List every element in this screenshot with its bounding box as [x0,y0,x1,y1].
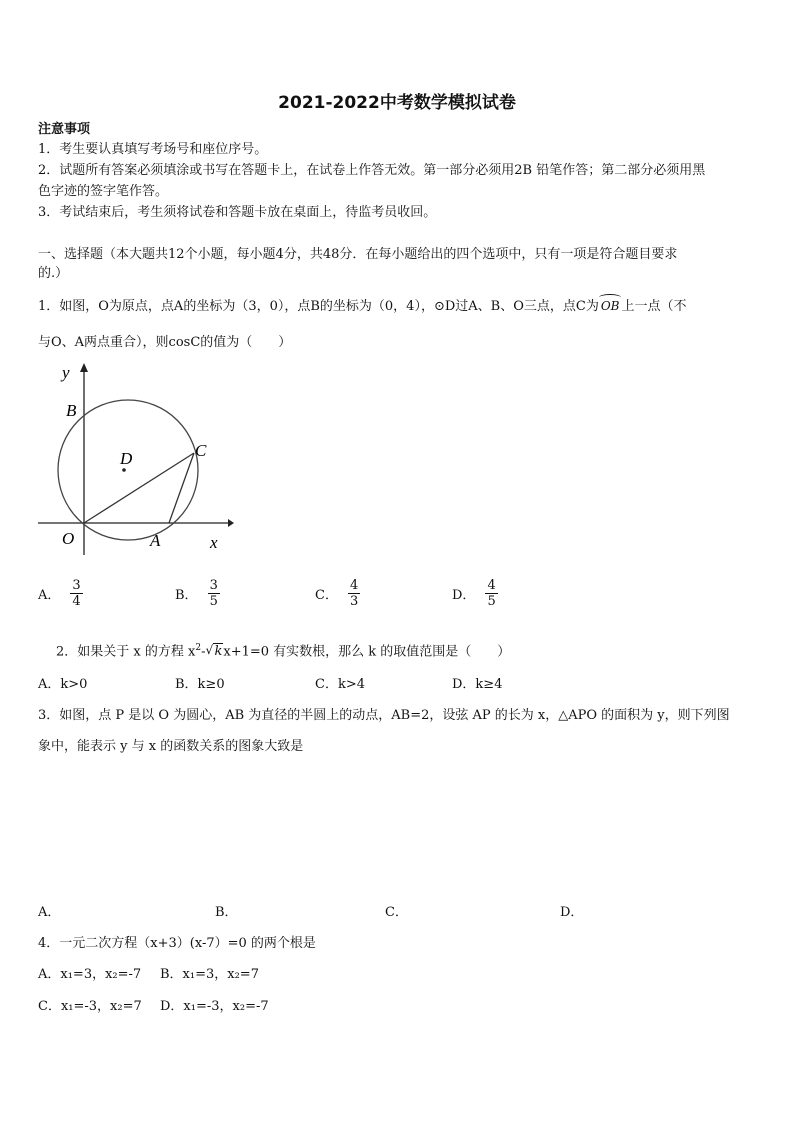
circle-d [58,400,198,540]
q1-stem-cont: 与O、A两点重合），则cosC的值为（ ） [38,335,292,350]
y-axis-arrow-icon [80,363,88,372]
q1-option-a[interactable]: A． $\frac{3}{4}$ [38,578,81,609]
notes-heading: 注意事项 [38,122,91,137]
q3-option-d[interactable]: D． [560,905,584,920]
q3-stem-cont: 象中，能表示 y 与 x 的函数关系的图象大致是 [38,739,304,754]
q4-option-b[interactable]: B．x₁=3，x₂=7 [160,967,259,982]
q3-option-b[interactable]: B． [215,905,238,920]
note-2-cont: 色字迹的签字笔作答。 [38,184,169,199]
q1-option-d[interactable]: D． $\frac{4}{5}$ [452,578,496,609]
q4-option-a[interactable]: A．x₁=3，x₂=-7 [38,967,142,982]
q1-option-b[interactable]: B． $\frac{3}{5}$ [175,578,218,609]
q2-option-b[interactable]: B．k≥0 [175,677,225,692]
q3-stem: 3．如图，点 P 是以 O 为圆心，AB 为直径的半圆上的动点，AB=2，设弦 AP 的长为 x，△APO 的面积为 y，则下列图 [38,708,730,723]
label-c: C [195,441,207,460]
q1-arc: OB [599,296,622,316]
label-a: A [150,531,161,550]
segment-oc [84,453,194,523]
label-y: y [62,363,70,382]
q4-option-c[interactable]: C．x₁=-3，x₂=7 [38,999,142,1014]
q1-figure [36,360,236,560]
section-heading: 一、选择题（本大题共12个小题，每小题4分，共48分．在每小题给出的四个选项中，只有一项是符合题目要求 [38,247,678,262]
q3-option-c[interactable]: C． [385,905,408,920]
q2-stem: 2．如果关于 x 的方程 $x^2-$ √ kx+1=0 有实数根，那么 k 的取值范围是（ ） [56,638,510,662]
label-d: D [120,449,133,468]
sqrt-k: √ k [205,643,223,660]
note-3: 3．考试结束后，考生须将试卷和答题卡放在桌面上，待监考员收回。 [38,205,437,220]
q2-option-d[interactable]: D．k≥4 [452,677,503,692]
label-o: O [62,529,75,548]
section-heading-cont: 的.） [38,266,69,281]
page-title: 2021-2022中考数学模拟试卷 [278,93,516,113]
q2-option-a[interactable]: A．k>0 [38,677,88,692]
point-d [122,468,126,472]
q2-option-c[interactable]: C．k>4 [315,677,365,692]
q1-stem [38,296,687,317]
q1-text-a: 1．如图，O为原点，点A的坐标为（3，0），点B的坐标为（0，4），⊙D过A、B、O三点，点C为 [38,299,599,314]
x-axis-arrow-icon [228,519,234,527]
label-b: B [66,401,77,420]
q4-option-d[interactable]: D．x₁=-3，x₂=-7 [160,999,269,1014]
note-1: 1．考生要认真填写考场号和座位序号。 [38,142,268,157]
q1-option-c[interactable]: C． $\frac{4}{3}$ [315,578,359,609]
label-x: x [210,533,218,552]
segment-ac [169,453,194,523]
q3-option-a[interactable]: A． [38,905,61,920]
q1-text-b: 上一点（不 [621,299,687,314]
note-2: 2．试题所有答案必须填涂或书写在答题卡上，在试卷上作答无效。第一部分必须用2B 铅笔作答；第二部分必须用黑 [38,163,706,178]
q4-stem: 4．一元二次方程（x+3）(x-7）=0 的两个根是 [38,936,316,951]
